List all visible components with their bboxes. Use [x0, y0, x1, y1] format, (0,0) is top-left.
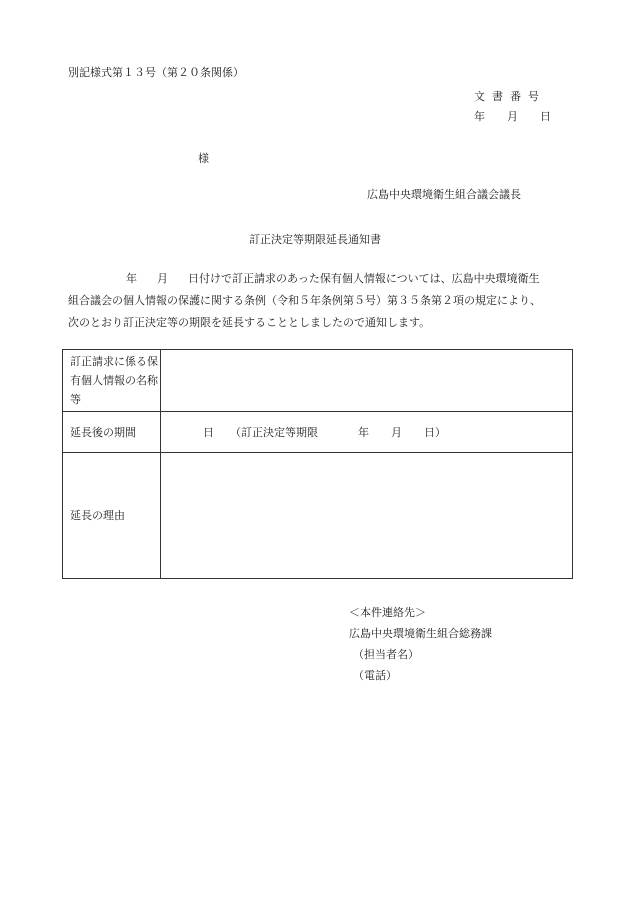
extension-reason-label: 延長の理由	[63, 453, 161, 579]
sender-name: 広島中央環境衛生組合議会議長	[367, 188, 521, 201]
notice-body	[68, 268, 580, 334]
recipient-honorific: 様	[198, 152, 209, 165]
body-line-3: 次のとおり訂正決定等の期限を延長することとしましたので通知します。	[68, 316, 431, 329]
contact-department: 広島中央環境衛生組合総務課	[349, 627, 492, 640]
contact-info	[349, 602, 492, 686]
deadline-day-label: 日）	[424, 425, 446, 439]
body-year-label: 年	[126, 272, 137, 285]
date-day-label: 日	[540, 110, 551, 123]
document-title: 訂正決定等期限延長通知書	[249, 233, 381, 246]
extension-reason-field[interactable]	[161, 453, 573, 579]
extended-period-label: 延長後の期間	[63, 412, 161, 453]
body-month-label: 月	[157, 272, 168, 285]
period-day-label: 日	[203, 425, 214, 439]
issue-date	[474, 110, 551, 130]
extension-details-table	[62, 349, 573, 579]
subject-label: 訂正請求に係る保有個人情報の名称等	[63, 350, 161, 412]
document-header-fields	[474, 90, 551, 130]
deadline-label: （訂正決定等期限	[230, 425, 318, 439]
table-row	[63, 453, 573, 579]
table-row	[63, 412, 573, 453]
contact-phone: （電話）	[353, 669, 397, 682]
deadline-year-label: 年	[358, 425, 369, 439]
date-month-label: 月	[507, 110, 518, 123]
deadline-month-label: 月	[391, 425, 402, 439]
subject-value-field[interactable]	[161, 350, 573, 412]
body-line-1-text: 日付けで訂正請求のあった保有個人情報については、広島中央環境衛生	[188, 272, 540, 285]
extended-period-value[interactable]	[161, 412, 573, 453]
body-line-2: 組合議会の個人情報の保護に関する条例（令和５年条例第５号）第３５条第２項の規定により、	[68, 294, 541, 307]
form-number: 別記様式第１３号（第２０条関係）	[68, 66, 244, 79]
body-line-1	[68, 268, 580, 290]
contact-heading: ＜本件連絡先＞	[349, 606, 426, 619]
document-number-label: 文書番号	[474, 90, 546, 103]
date-year-label: 年	[474, 110, 485, 123]
table-row	[63, 350, 573, 412]
contact-person: （担当者名）	[353, 648, 419, 661]
